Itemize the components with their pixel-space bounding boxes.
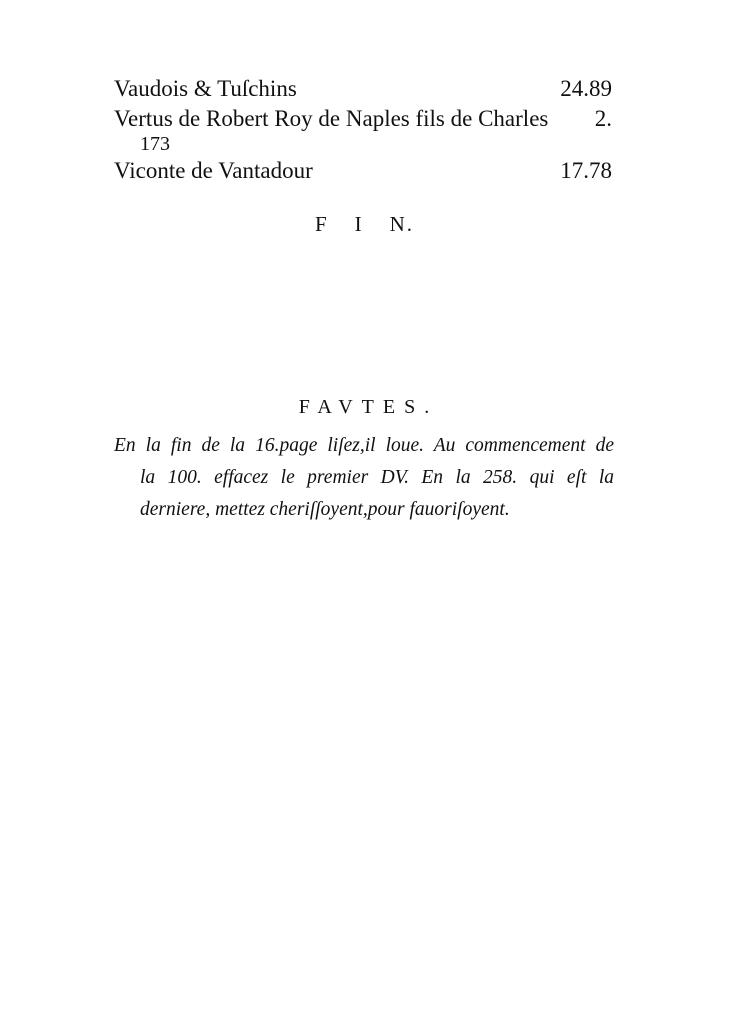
fin-letter: N.: [389, 212, 415, 236]
errata-title: FAVTES.: [298, 396, 439, 418]
index-entry-page: 17.78: [560, 158, 612, 183]
index-entry: [114, 76, 612, 102]
index-entry-page: 24.89: [560, 76, 612, 101]
index-entry-text: Vaudois & Tuſchins: [114, 76, 297, 101]
fin-letter: F: [314, 212, 329, 236]
errata-line: En la fin de la 16.page liſez,il loue. Au commencement de: [114, 435, 614, 456]
index-entry-continuation: 173: [140, 133, 170, 155]
fin-letter: I: [354, 212, 364, 236]
errata-line: derniere, mettez cheriſſoyent,pour fauoriſoyent.: [140, 499, 510, 520]
errata-body: [114, 430, 614, 526]
index-entry-page: 2.: [594, 106, 612, 131]
fin-marker: [0, 212, 729, 237]
errata-line: la 100. effacez le premier DV. En la 258. qui eſt la: [140, 467, 614, 488]
index-entry-text: Viconte de Vantadour: [114, 158, 313, 183]
index-entry-text: Vertus de Robert Roy de Naples fils de Charles: [114, 106, 549, 131]
index-entry: [114, 106, 612, 132]
index-entry: [114, 158, 612, 184]
